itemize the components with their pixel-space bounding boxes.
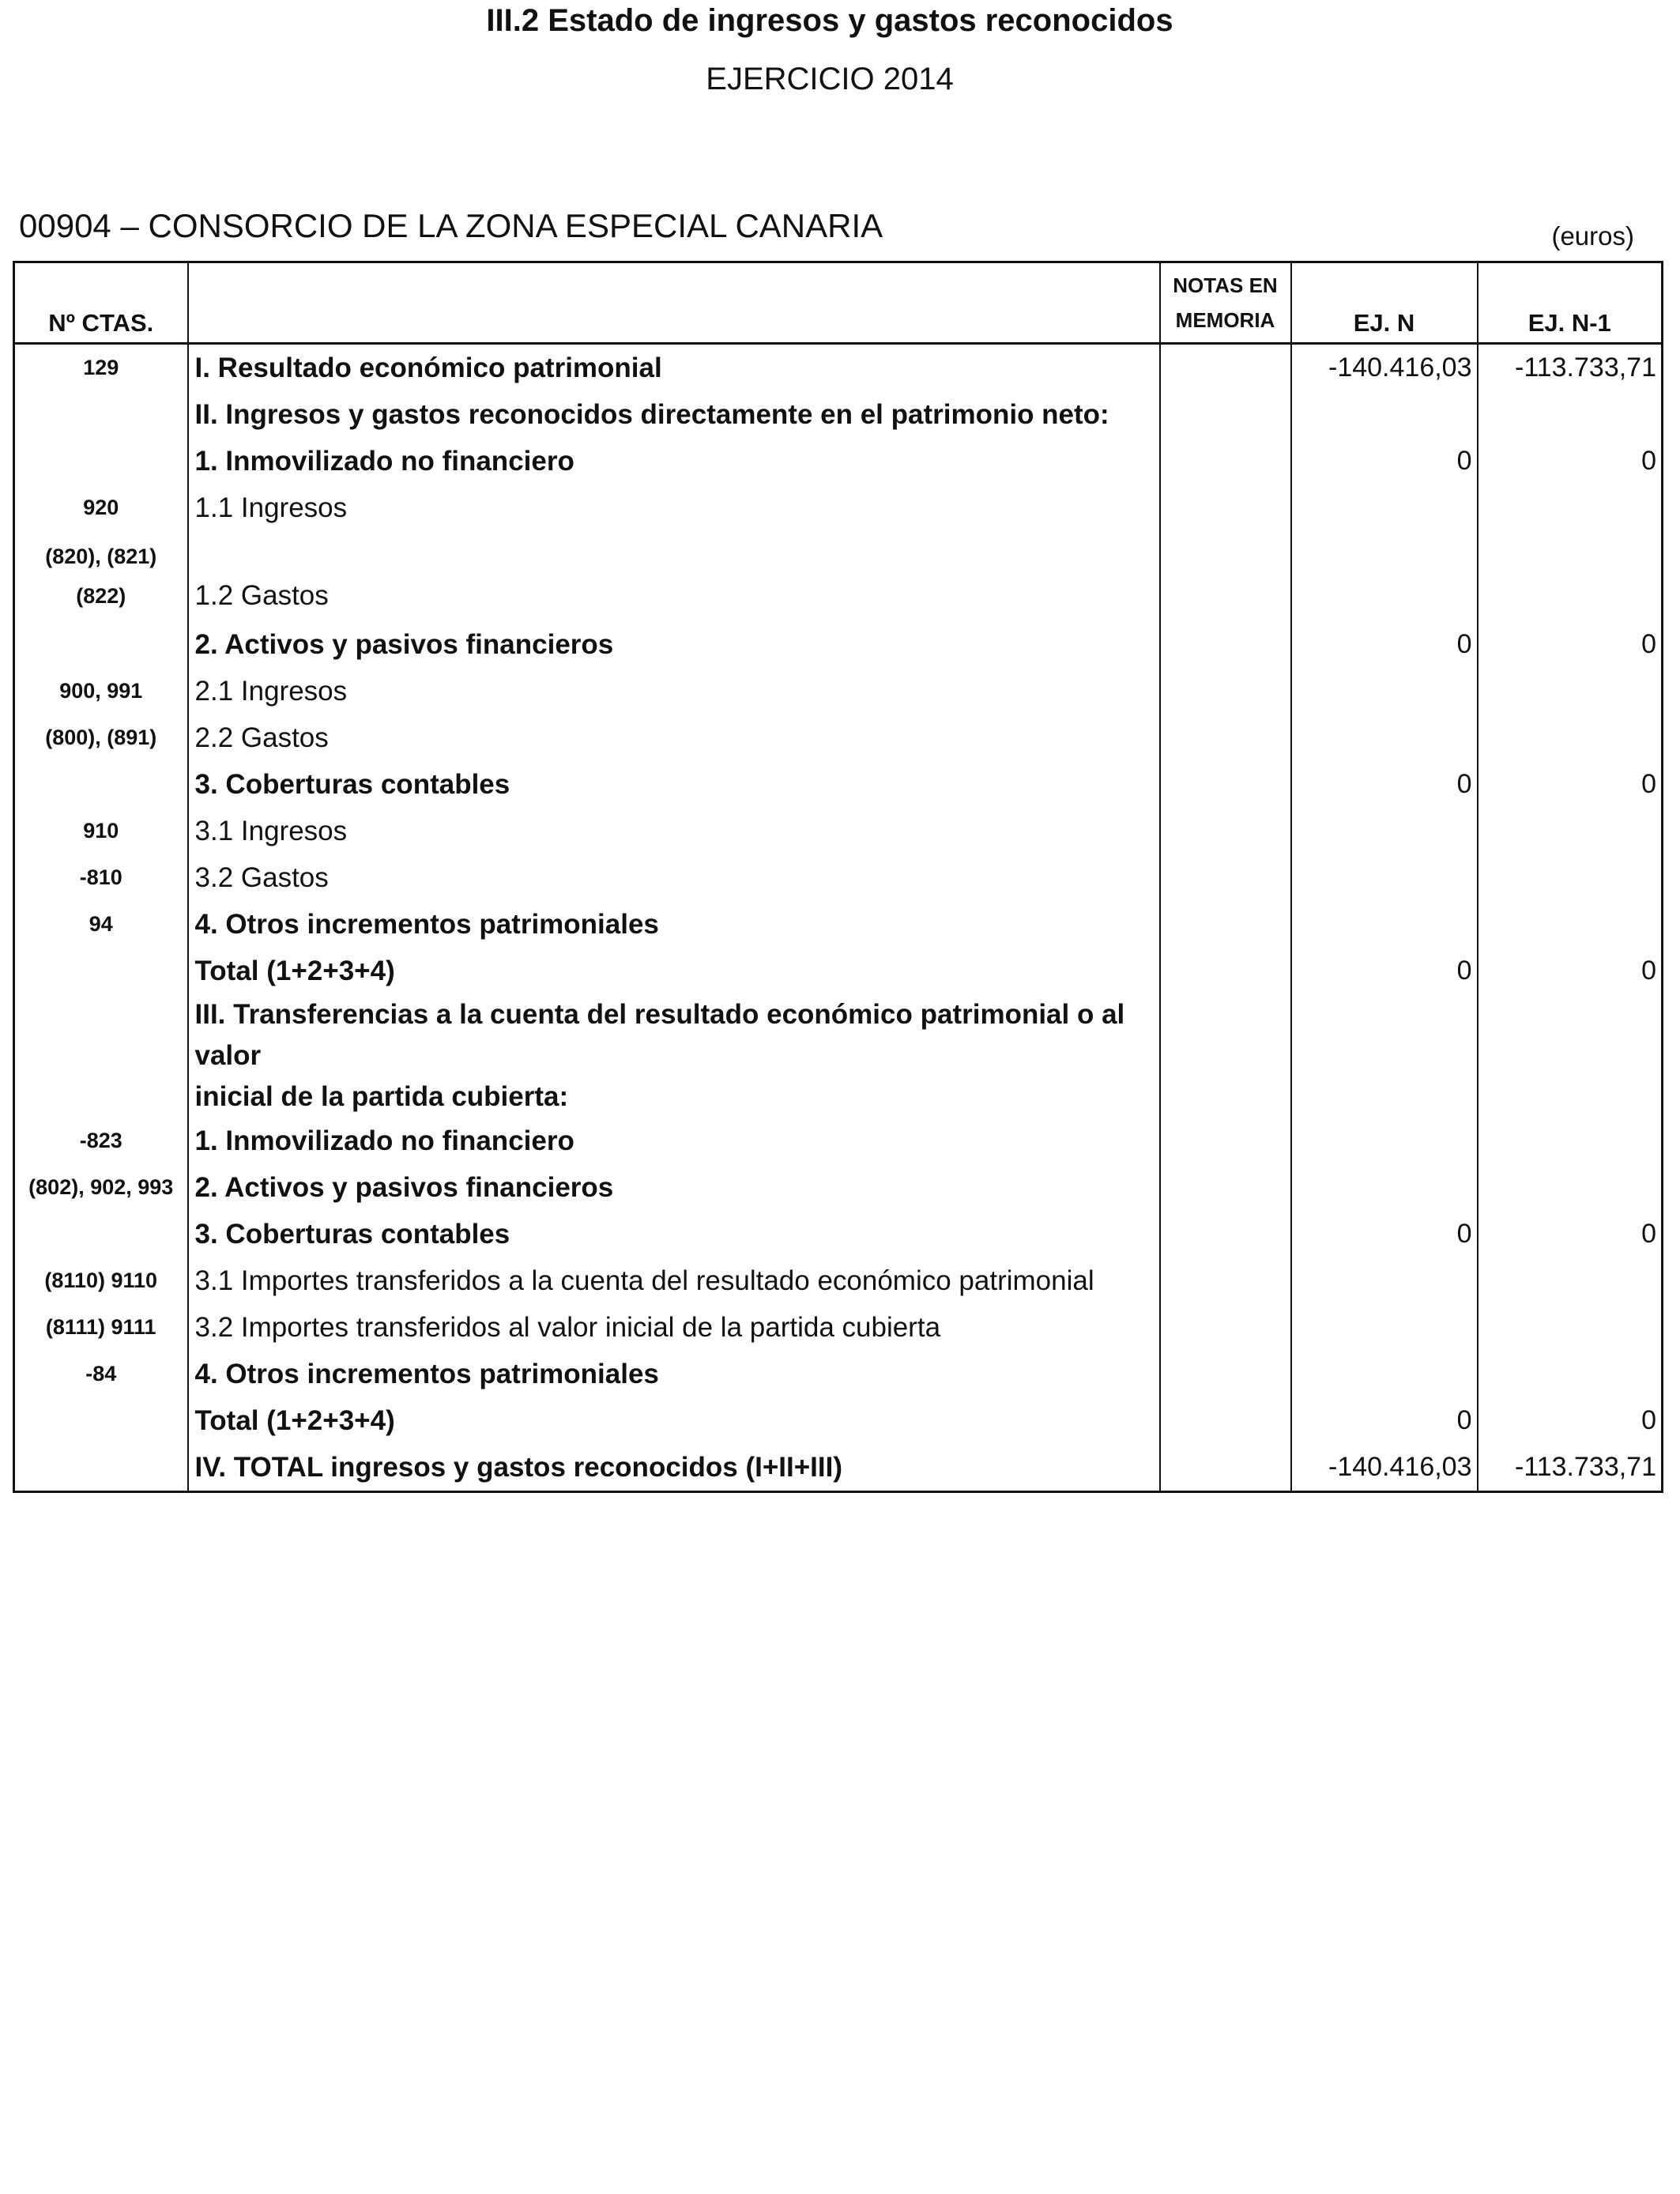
row-description: 3.1 Importes transferidos a la cuenta del resultado económico patrimonial xyxy=(188,1257,1160,1304)
row-description: 2. Activos y pasivos financieros xyxy=(188,621,1160,668)
table-row xyxy=(14,1211,1663,1257)
row-ej-n1 xyxy=(1478,668,1663,714)
row-ej-n xyxy=(1291,1164,1478,1211)
table-row xyxy=(14,1351,1663,1397)
row-ej-n xyxy=(1291,1304,1478,1351)
header-ctas: Nº CTAS. xyxy=(14,262,188,344)
row-description: 2. Activos y pasivos financieros xyxy=(188,1164,1160,1211)
row-notas xyxy=(1160,1118,1291,1164)
row-ej-n1 xyxy=(1478,901,1663,948)
row-ej-n xyxy=(1291,714,1478,761)
row-description: 4. Otros incrementos patrimoniales xyxy=(188,901,1160,948)
row-ctas: (802), 902, 993 xyxy=(14,1164,188,1211)
row-ej-n1: 0 xyxy=(1478,761,1663,808)
row-description: 1. Inmovilizado no financiero xyxy=(188,438,1160,484)
row-description: 3.2 Importes transferidos al valor inicial de la partida cubierta xyxy=(188,1304,1160,1351)
row-ej-n xyxy=(1291,391,1478,438)
table-row xyxy=(14,344,1663,392)
header-ej-n1: EJ. N-1 xyxy=(1478,262,1663,344)
table-row xyxy=(14,948,1663,994)
row-ej-n xyxy=(1291,1257,1478,1304)
row-ctas: 900, 991 xyxy=(14,668,188,714)
table-row xyxy=(14,1444,1663,1492)
row-ej-n xyxy=(1291,808,1478,854)
row-ej-n1 xyxy=(1478,1257,1663,1304)
table-row xyxy=(14,714,1663,761)
row-description: 1.1 Ingresos xyxy=(188,484,1160,531)
header-description xyxy=(188,262,1160,344)
row-ctas: -823 xyxy=(14,1118,188,1164)
statement-table xyxy=(13,261,1663,1493)
table-row xyxy=(14,668,1663,714)
row-ej-n: -140.416,03 xyxy=(1291,344,1478,392)
row-ctas xyxy=(14,391,188,438)
row-ctas: 129 xyxy=(14,344,188,392)
row-ej-n1 xyxy=(1478,994,1663,1118)
row-description-line2: inicial de la partida cubierta: xyxy=(194,1081,569,1112)
row-ctas xyxy=(14,621,188,668)
row-notas xyxy=(1160,1164,1291,1211)
header-notas-line1: NOTAS EN xyxy=(1173,273,1278,297)
row-ej-n1 xyxy=(1478,391,1663,438)
table-row xyxy=(14,901,1663,948)
table-row xyxy=(14,1118,1663,1164)
row-notas xyxy=(1160,344,1291,392)
entity-name: 00904 – CONSORCIO DE LA ZONA ESPECIAL CANARIA xyxy=(19,207,883,244)
row-notas xyxy=(1160,484,1291,531)
row-description: I. Resultado económico patrimonial xyxy=(188,344,1160,392)
table-row xyxy=(14,1397,1663,1444)
row-ej-n1 xyxy=(1478,1351,1663,1397)
row-ej-n: -140.416,03 xyxy=(1291,1444,1478,1492)
row-ej-n: 0 xyxy=(1291,948,1478,994)
row-notas xyxy=(1160,1351,1291,1397)
header-ej-n: EJ. N xyxy=(1291,262,1478,344)
row-description: II. Ingresos y gastos reconocidos directamente en el patrimonio neto: xyxy=(188,391,1160,438)
row-description: Total (1+2+3+4) xyxy=(188,948,1160,994)
row-description: Total (1+2+3+4) xyxy=(188,1397,1160,1444)
table-row xyxy=(14,1164,1663,1211)
row-ej-n1 xyxy=(1478,1304,1663,1351)
row-ctas: (800), (891) xyxy=(14,714,188,761)
row-notas xyxy=(1160,1257,1291,1304)
row-ctas: -84 xyxy=(14,1351,188,1397)
row-ej-n1: 0 xyxy=(1478,1397,1663,1444)
row-ctas: (8111) 9111 xyxy=(14,1304,188,1351)
table-header-row xyxy=(14,262,1663,344)
row-ctas xyxy=(14,438,188,484)
row-ej-n xyxy=(1291,854,1478,901)
document-title: III.2 Estado de ingresos y gastos reconocidos xyxy=(486,3,1173,38)
row-notas xyxy=(1160,1304,1291,1351)
table-row xyxy=(14,994,1663,1118)
row-ej-n: 0 xyxy=(1291,761,1478,808)
row-ej-n1 xyxy=(1478,808,1663,854)
table-row xyxy=(14,854,1663,901)
row-notas xyxy=(1160,994,1291,1118)
header-notas xyxy=(1160,262,1291,344)
row-description: 1. Inmovilizado no financiero xyxy=(188,1118,1160,1164)
row-ej-n: 0 xyxy=(1291,1397,1478,1444)
row-ej-n: 0 xyxy=(1291,1211,1478,1257)
row-description: IV. TOTAL ingresos y gastos reconocidos (I+II+III) xyxy=(188,1444,1160,1492)
row-ej-n1 xyxy=(1478,714,1663,761)
header-notas-line2: MEMORIA xyxy=(1175,308,1275,332)
row-notas xyxy=(1160,761,1291,808)
row-notas xyxy=(1160,531,1291,621)
fiscal-year: EJERCICIO 2014 xyxy=(706,62,954,96)
row-notas xyxy=(1160,1211,1291,1257)
table-row xyxy=(14,438,1663,484)
row-notas xyxy=(1160,948,1291,994)
row-notas xyxy=(1160,854,1291,901)
row-ctas xyxy=(14,1444,188,1492)
row-ej-n1 xyxy=(1478,484,1663,531)
row-ej-n xyxy=(1291,901,1478,948)
row-notas xyxy=(1160,438,1291,484)
row-ej-n1 xyxy=(1478,1118,1663,1164)
row-notas xyxy=(1160,1397,1291,1444)
row-notas xyxy=(1160,901,1291,948)
row-ctas xyxy=(14,531,188,621)
row-ej-n1 xyxy=(1478,1164,1663,1211)
row-ej-n1: 0 xyxy=(1478,948,1663,994)
row-description: 3.1 Ingresos xyxy=(188,808,1160,854)
table-row xyxy=(14,391,1663,438)
row-description xyxy=(188,994,1160,1118)
row-notas xyxy=(1160,714,1291,761)
row-ej-n1: 0 xyxy=(1478,438,1663,484)
row-ctas: -810 xyxy=(14,854,188,901)
row-ctas xyxy=(14,761,188,808)
table-row xyxy=(14,621,1663,668)
row-ctas-line2: (822) xyxy=(76,584,126,608)
row-ctas-line1: (820), (821) xyxy=(45,545,157,568)
table-row xyxy=(14,531,1663,621)
row-ej-n xyxy=(1291,1351,1478,1397)
table-row xyxy=(14,1257,1663,1304)
row-ej-n xyxy=(1291,994,1478,1118)
row-ctas xyxy=(14,1211,188,1257)
row-description: 3. Coberturas contables xyxy=(188,761,1160,808)
row-ej-n xyxy=(1291,668,1478,714)
row-ej-n: 0 xyxy=(1291,438,1478,484)
row-ej-n1: -113.733,71 xyxy=(1478,1444,1663,1492)
row-ej-n1: 0 xyxy=(1478,621,1663,668)
table-row xyxy=(14,808,1663,854)
row-ej-n1 xyxy=(1478,531,1663,621)
row-notas xyxy=(1160,1444,1291,1492)
row-ej-n: 0 xyxy=(1291,621,1478,668)
row-ctas: 910 xyxy=(14,808,188,854)
table-row xyxy=(14,484,1663,531)
row-ej-n1: 0 xyxy=(1478,1211,1663,1257)
row-ej-n xyxy=(1291,531,1478,621)
row-description-line1: III. Transferencias a la cuenta del resultado económico patrimonial o al valor xyxy=(194,999,1125,1071)
currency-units: (euros) xyxy=(1551,221,1634,251)
row-description: 3.2 Gastos xyxy=(188,854,1160,901)
row-ctas: (8110) 9110 xyxy=(14,1257,188,1304)
row-description: 2.1 Ingresos xyxy=(188,668,1160,714)
row-ctas: 920 xyxy=(14,484,188,531)
row-ej-n xyxy=(1291,1118,1478,1164)
row-description: 1.2 Gastos xyxy=(188,531,1160,621)
row-description: 4. Otros incrementos patrimoniales xyxy=(188,1351,1160,1397)
row-ctas xyxy=(14,994,188,1118)
table-row xyxy=(14,761,1663,808)
row-description: 2.2 Gastos xyxy=(188,714,1160,761)
row-ctas xyxy=(14,1397,188,1444)
row-notas xyxy=(1160,668,1291,714)
row-notas xyxy=(1160,808,1291,854)
row-ej-n xyxy=(1291,484,1478,531)
row-description: 3. Coberturas contables xyxy=(188,1211,1160,1257)
row-ctas: 94 xyxy=(14,901,188,948)
row-ctas xyxy=(14,948,188,994)
row-notas xyxy=(1160,621,1291,668)
row-notas xyxy=(1160,391,1291,438)
row-ej-n1 xyxy=(1478,854,1663,901)
row-ej-n1: -113.733,71 xyxy=(1478,344,1663,392)
table-row xyxy=(14,1304,1663,1351)
